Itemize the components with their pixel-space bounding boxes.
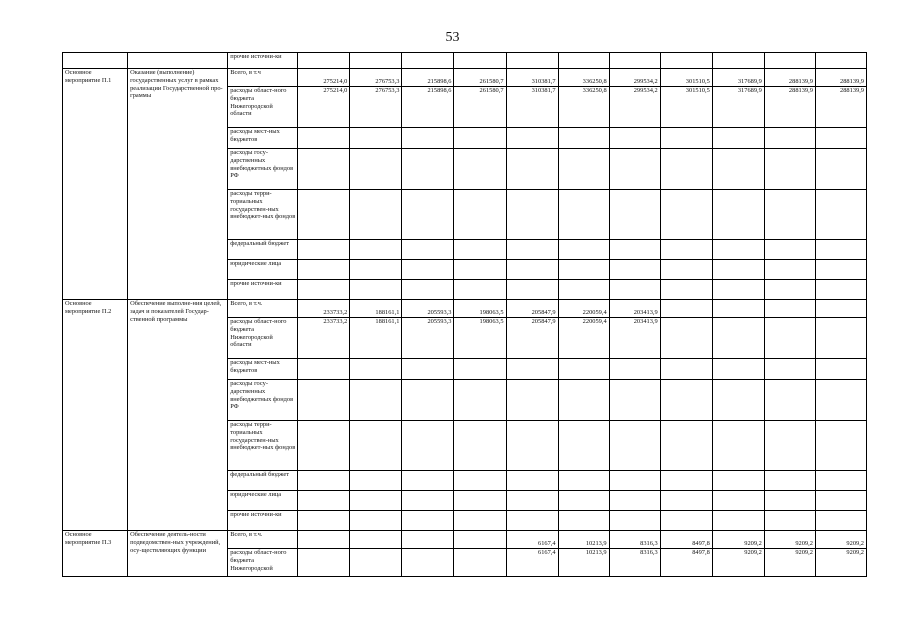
table-row xyxy=(63,69,867,87)
value-cell: 10213,9 xyxy=(558,531,609,549)
value-cell xyxy=(558,359,609,380)
value-cell xyxy=(609,190,660,240)
value-cell: 276753,3 xyxy=(350,69,402,87)
value-cell xyxy=(350,53,402,69)
value-cell xyxy=(815,260,866,280)
value-cell xyxy=(660,421,712,471)
value-cell: 9209,2 xyxy=(815,531,866,549)
value-cell: 205593,3 xyxy=(402,300,454,318)
value-cell xyxy=(609,240,660,260)
value-cell: 205847,9 xyxy=(506,318,558,359)
value-cell xyxy=(350,549,402,577)
value-cell xyxy=(660,471,712,491)
value-cell xyxy=(350,511,402,531)
value-cell xyxy=(660,190,712,240)
value-cell xyxy=(660,260,712,280)
value-cell xyxy=(506,149,558,190)
value-cell xyxy=(764,128,815,149)
source-cell: юридические лица xyxy=(228,260,298,280)
value-cell xyxy=(506,359,558,380)
value-cell xyxy=(609,359,660,380)
value-cell: 288139,9 xyxy=(815,87,866,128)
value-cell xyxy=(712,240,764,260)
value-cell xyxy=(660,491,712,511)
value-cell xyxy=(558,260,609,280)
value-cell: 205847,9 xyxy=(506,300,558,318)
source-cell: расходы терри-ториальных государствен-ных внебюджет-ных фондов xyxy=(228,190,298,240)
value-cell xyxy=(506,240,558,260)
value-cell xyxy=(350,149,402,190)
value-cell xyxy=(712,190,764,240)
value-cell: 198063,5 xyxy=(454,318,506,359)
budget-table xyxy=(62,52,867,577)
value-cell xyxy=(712,359,764,380)
value-cell: 310381,7 xyxy=(506,69,558,87)
value-cell: 317689,9 xyxy=(712,87,764,128)
value-cell xyxy=(815,53,866,69)
value-cell: 220059,4 xyxy=(558,318,609,359)
value-cell: 215898,6 xyxy=(402,69,454,87)
value-cell: 301510,5 xyxy=(660,69,712,87)
value-cell xyxy=(609,53,660,69)
value-cell xyxy=(298,491,350,511)
event-code-cell: Основное мероприятие П.1 xyxy=(63,69,128,300)
value-cell xyxy=(402,128,454,149)
event-name-cell: Обеспечение деятель-ности подведомствен-ных учреждений, осу-ществляющих функции xyxy=(128,531,228,577)
value-cell xyxy=(454,240,506,260)
value-cell xyxy=(660,359,712,380)
value-cell: 220059,4 xyxy=(558,300,609,318)
value-cell xyxy=(402,240,454,260)
value-cell xyxy=(558,471,609,491)
value-cell xyxy=(350,471,402,491)
value-cell xyxy=(660,128,712,149)
value-cell: 317689,9 xyxy=(712,69,764,87)
source-cell: расходы госу-дарственных внебюджетных фондов РФ xyxy=(228,149,298,190)
value-cell xyxy=(815,128,866,149)
source-cell: расходы област-ного бюджета Нижегородской области xyxy=(228,318,298,359)
value-cell: 310381,7 xyxy=(506,87,558,128)
event-code-cell: Основное мероприятие П.2 xyxy=(63,300,128,531)
value-cell xyxy=(506,260,558,280)
value-cell xyxy=(350,380,402,421)
value-cell xyxy=(764,471,815,491)
source-cell: расходы терри-ториальных государствен-ных внебюджет-ных фондов xyxy=(228,421,298,471)
value-cell xyxy=(609,149,660,190)
value-cell xyxy=(558,128,609,149)
value-cell xyxy=(764,260,815,280)
event-name-cell: Обеспечение выполне-ния целей, задач и показателей Государ-ственной программы xyxy=(128,300,228,531)
value-cell xyxy=(558,421,609,471)
value-cell xyxy=(609,421,660,471)
value-cell xyxy=(660,318,712,359)
value-cell xyxy=(712,491,764,511)
value-cell: 336250,8 xyxy=(558,87,609,128)
value-cell xyxy=(454,280,506,300)
value-cell xyxy=(815,190,866,240)
value-cell xyxy=(298,359,350,380)
value-cell: 288139,9 xyxy=(815,69,866,87)
value-cell xyxy=(402,260,454,280)
value-cell xyxy=(454,421,506,471)
value-cell: 9209,2 xyxy=(712,549,764,577)
event-name-cell xyxy=(128,53,228,69)
value-cell xyxy=(609,471,660,491)
value-cell xyxy=(454,549,506,577)
value-cell xyxy=(660,53,712,69)
value-cell xyxy=(764,359,815,380)
source-cell: юридические лица xyxy=(228,491,298,511)
value-cell xyxy=(712,511,764,531)
value-cell xyxy=(454,531,506,549)
value-cell: 299534,2 xyxy=(609,87,660,128)
value-cell: 288139,9 xyxy=(764,87,815,128)
value-cell xyxy=(609,260,660,280)
value-cell xyxy=(712,421,764,471)
value-cell xyxy=(609,491,660,511)
value-cell xyxy=(402,53,454,69)
value-cell xyxy=(506,190,558,240)
value-cell xyxy=(660,240,712,260)
value-cell xyxy=(764,380,815,421)
value-cell xyxy=(712,260,764,280)
page-number: 53 xyxy=(445,30,460,45)
value-cell xyxy=(298,128,350,149)
source-cell: Всего, в т.ч. xyxy=(228,531,298,549)
value-cell: 275214,0 xyxy=(298,87,350,128)
value-cell xyxy=(712,53,764,69)
source-cell: Всего, в т.ч. xyxy=(228,300,298,318)
value-cell xyxy=(764,280,815,300)
value-cell xyxy=(815,359,866,380)
value-cell xyxy=(712,280,764,300)
value-cell xyxy=(558,149,609,190)
value-cell xyxy=(350,421,402,471)
value-cell xyxy=(350,128,402,149)
value-cell xyxy=(815,421,866,471)
value-cell xyxy=(298,531,350,549)
value-cell xyxy=(350,260,402,280)
event-name-cell: Оказание (выполнение) государственных услуг в рамках реализации Государственной про-граммы xyxy=(128,69,228,300)
value-cell: 9209,2 xyxy=(815,549,866,577)
value-cell xyxy=(454,359,506,380)
value-cell xyxy=(402,190,454,240)
value-cell xyxy=(350,531,402,549)
value-cell xyxy=(712,300,764,318)
value-cell xyxy=(350,280,402,300)
value-cell xyxy=(764,53,815,69)
value-cell xyxy=(298,53,350,69)
value-cell xyxy=(609,511,660,531)
value-cell xyxy=(506,380,558,421)
source-cell: прочие источни-ки xyxy=(228,511,298,531)
value-cell: 10213,9 xyxy=(558,549,609,577)
value-cell xyxy=(815,491,866,511)
value-cell: 188161,1 xyxy=(350,318,402,359)
value-cell xyxy=(298,240,350,260)
value-cell xyxy=(298,260,350,280)
value-cell xyxy=(350,190,402,240)
value-cell xyxy=(609,128,660,149)
value-cell xyxy=(402,280,454,300)
value-cell xyxy=(764,491,815,511)
table-row xyxy=(63,531,867,549)
value-cell: 233733,2 xyxy=(298,300,350,318)
value-cell xyxy=(660,149,712,190)
source-cell: федеральный бюджет xyxy=(228,240,298,260)
value-cell xyxy=(506,511,558,531)
value-cell xyxy=(402,491,454,511)
value-cell xyxy=(764,318,815,359)
value-cell xyxy=(402,421,454,471)
value-cell xyxy=(350,359,402,380)
value-cell xyxy=(454,190,506,240)
source-cell: расходы област-ного бюджета Нижегородской xyxy=(228,549,298,577)
value-cell xyxy=(298,380,350,421)
value-cell: 276753,3 xyxy=(350,87,402,128)
value-cell xyxy=(402,359,454,380)
value-cell xyxy=(402,149,454,190)
value-cell: 203413,9 xyxy=(609,318,660,359)
value-cell xyxy=(350,491,402,511)
value-cell: 205593,3 xyxy=(402,318,454,359)
value-cell xyxy=(712,128,764,149)
value-cell xyxy=(454,380,506,421)
value-cell: 336250,8 xyxy=(558,69,609,87)
value-cell xyxy=(402,380,454,421)
value-cell: 198063,5 xyxy=(454,300,506,318)
value-cell xyxy=(815,471,866,491)
value-cell: 275214,0 xyxy=(298,69,350,87)
value-cell xyxy=(764,240,815,260)
value-cell xyxy=(454,149,506,190)
value-cell xyxy=(454,128,506,149)
value-cell xyxy=(298,149,350,190)
value-cell xyxy=(454,53,506,69)
value-cell xyxy=(506,128,558,149)
value-cell xyxy=(402,511,454,531)
value-cell xyxy=(402,471,454,491)
value-cell: 261580,7 xyxy=(454,69,506,87)
value-cell xyxy=(815,380,866,421)
source-cell: Всего, в т.ч xyxy=(228,69,298,87)
value-cell xyxy=(558,53,609,69)
value-cell xyxy=(506,280,558,300)
value-cell xyxy=(454,511,506,531)
value-cell xyxy=(558,190,609,240)
value-cell: 6167,4 xyxy=(506,531,558,549)
value-cell: 188161,1 xyxy=(350,300,402,318)
value-cell xyxy=(660,511,712,531)
value-cell xyxy=(558,380,609,421)
source-cell: расходы госу-дарственных внебюджетных фондов РФ xyxy=(228,380,298,421)
value-cell xyxy=(712,471,764,491)
table-row xyxy=(63,300,867,318)
value-cell xyxy=(298,190,350,240)
value-cell xyxy=(298,280,350,300)
value-cell: 288139,9 xyxy=(764,69,815,87)
value-cell: 8316,3 xyxy=(609,531,660,549)
value-cell: 9209,2 xyxy=(764,531,815,549)
value-cell: 301510,5 xyxy=(660,87,712,128)
value-cell xyxy=(454,491,506,511)
value-cell: 203413,9 xyxy=(609,300,660,318)
source-cell: федеральный бюджет xyxy=(228,471,298,491)
value-cell xyxy=(402,549,454,577)
value-cell xyxy=(764,421,815,471)
value-cell: 9209,2 xyxy=(712,531,764,549)
source-cell: расходы мест-ных бюджетов xyxy=(228,128,298,149)
value-cell xyxy=(764,149,815,190)
value-cell xyxy=(712,318,764,359)
value-cell xyxy=(609,280,660,300)
value-cell xyxy=(815,149,866,190)
value-cell xyxy=(764,511,815,531)
value-cell xyxy=(558,280,609,300)
source-cell: прочие источни-ки xyxy=(228,53,298,69)
value-cell xyxy=(764,300,815,318)
value-cell xyxy=(712,149,764,190)
value-cell: 8316,3 xyxy=(609,549,660,577)
value-cell xyxy=(454,260,506,280)
event-code-cell xyxy=(63,53,128,69)
value-cell xyxy=(298,511,350,531)
value-cell xyxy=(660,300,712,318)
value-cell: 299534,2 xyxy=(609,69,660,87)
value-cell xyxy=(454,471,506,491)
source-cell: расходы мест-ных бюджетов xyxy=(228,359,298,380)
value-cell xyxy=(609,380,660,421)
value-cell xyxy=(402,531,454,549)
value-cell xyxy=(815,318,866,359)
table-row xyxy=(63,53,867,69)
value-cell xyxy=(815,240,866,260)
value-cell xyxy=(558,240,609,260)
value-cell: 261580,7 xyxy=(454,87,506,128)
value-cell xyxy=(558,491,609,511)
event-code-cell: Основное мероприятие П.3 xyxy=(63,531,128,577)
value-cell xyxy=(815,280,866,300)
value-cell xyxy=(660,380,712,421)
value-cell xyxy=(350,240,402,260)
value-cell: 8497,8 xyxy=(660,549,712,577)
value-cell xyxy=(298,421,350,471)
value-cell xyxy=(298,549,350,577)
value-cell xyxy=(506,421,558,471)
value-cell xyxy=(712,380,764,421)
value-cell: 215898,6 xyxy=(402,87,454,128)
value-cell xyxy=(506,53,558,69)
value-cell xyxy=(815,300,866,318)
source-cell: расходы област-ного бюджета Нижегородской области xyxy=(228,87,298,128)
value-cell xyxy=(815,511,866,531)
value-cell xyxy=(506,471,558,491)
value-cell: 6167,4 xyxy=(506,549,558,577)
value-cell xyxy=(660,280,712,300)
value-cell xyxy=(764,190,815,240)
value-cell: 8497,8 xyxy=(660,531,712,549)
value-cell: 233733,2 xyxy=(298,318,350,359)
source-cell: прочие источни-ки xyxy=(228,280,298,300)
value-cell: 9209,2 xyxy=(764,549,815,577)
value-cell xyxy=(558,511,609,531)
value-cell xyxy=(298,471,350,491)
value-cell xyxy=(506,491,558,511)
